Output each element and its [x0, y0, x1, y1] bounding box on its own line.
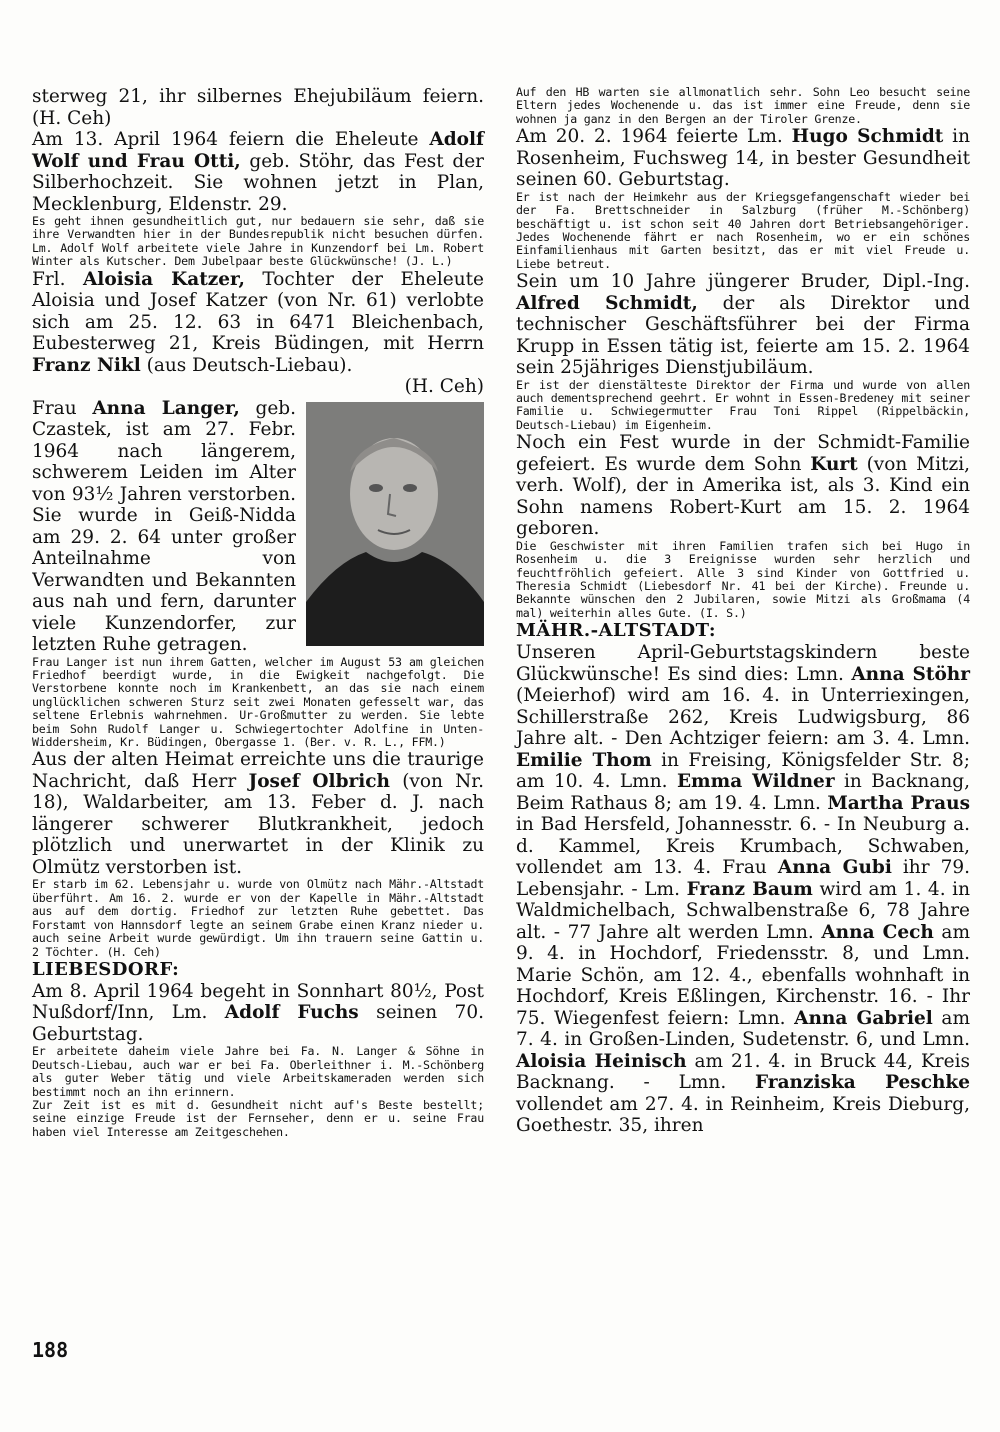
- portrait-photo: [306, 402, 484, 646]
- paragraph: Unseren April-Geburtstagskindern beste Glückwünsche! Es sind dies: Lmn. Anna Stöhr (Meierhof) wird am 16. 4. in Unterriexingen, Schillerstraße 262, Kreis Ludwigsburg, 86 Jahre alt. - Den Achtziger feiern: am 3. 4. Lmn. Emilie Thom in Freising, Königsfelder Str. 8; am 10. 4. Lmn. Emma Wildner in Backnang, Beim Rathaus 8; am 19. 4. Lmn. Martha Praus in Bad Hersfeld, Johannesstr. 6. - In Neuburg a. d. Kammel, Kreis Krumbach, Schwaben, vollendet am 13. 4. Frau Anna Gubi ihr 79. Lebensjahr. - Lm. Franz Baum wird am 1. 4. in Waldmichelbach, Schwalbenstraße 6, 78 Jahre alt. - 77 Jahre alt werden Lmn. Anna Cech am 9. 4. in Hochdorf, Friedensstr. 8, und Lmn. Marie Schön, am 12. 4., ebenfalls wohnhaft in Hochdorf, Kreis Eßlingen, Kirchenstr. 16. - Ihr 75. Wiegenfest feiern: Lmn. Anna Gabriel am 7. 4. in Großen-Linden, Sudetenstr. 6, und Lmn. Aloisia Heinisch am 21. 4. in Bruck 44, Kreis Backnang. - Lmn. Franziska Peschke vollendet am 27. 4. in Reinheim, Kreis Dieburg, Goethestr. 35, ihren: [516, 642, 971, 1137]
- person-name: Franziska Peschke: [755, 1072, 971, 1094]
- section-heading-maehr-altstadt: MÄHR.-ALTSTADT:: [516, 620, 717, 642]
- person-name: Franz Nikl: [32, 354, 141, 376]
- person-name: Martha Praus: [827, 792, 971, 814]
- paragraph: Am 20. 2. 1964 feierte Lm. Hugo Schmidt in Rosenheim, Fuchsweg 14, in bester Gesundheit seinen 60. Geburtstag.: [516, 126, 970, 191]
- person-name: Josef Olbrich: [248, 770, 390, 792]
- portrait-elderly-woman-icon: [306, 402, 484, 646]
- person-name: Kurt: [810, 453, 858, 475]
- person-name: Hugo Schmidt: [791, 126, 944, 148]
- person-name: Aloisia Heinisch: [516, 1050, 687, 1072]
- signature: (H. Ceh): [404, 376, 484, 398]
- person-name: Alfred Schmidt,: [516, 292, 698, 314]
- obituary-block: [32, 398, 484, 656]
- small-print-paragraph: Er ist nach der Heimkehr aus der Kriegsgefangenschaft wieder bei der Fa. Brettschneider in Salzburg (früher M.-Schönberg) beschäftigt u. ist schon seit 40 Jahren dort Betriebsangehöriger. Jedes Wochenende fährt er nach Rosenheim, wo er ein schönes Einfamilienhaus mit Garten besitzt, das er mit viel Freude u. Liebe betreut.: [516, 189, 970, 271]
- small-print-paragraph: Frau Langer ist nun ihrem Gatten, welcher im August 53 am gleichen Friedhof beerdigt wurde, in die Ewigkeit nachgefolgt. Die Verstorbene konnte noch im Krankenbett, an das sie nach einem unglücklichen schweren Sturz seit zwei Monaten gefesselt war, das seltene Erlebnis wahrnehmen. Ur-Großmutter zu werden. Sie lebte beim Sohn Rudolf Langer u. Schwiegertochter Adolfine in Unten-Widdersheim, Kr. Büdingen, Obergasse 1. (Ber. v. R. L., FFM.): [32, 654, 484, 750]
- section-heading-liebesdorf: LIEBESDORF:: [32, 958, 180, 980]
- person-name: Anna Stöhr: [851, 663, 970, 685]
- small-print-paragraph: Zur Zeit ist es mit d. Gesundheit nicht auf's Beste bestellt; seine einzige Freude ist der Fernseher, denn er u. seine Frau haben viel Interesse am Zeitgeschehen.: [32, 1098, 484, 1139]
- person-name: Emma Wildner: [676, 771, 835, 793]
- person-name: Aloisia Katzer,: [82, 268, 245, 290]
- small-print-paragraph: Er arbeitete daheim viele Jahre bei Fa. N. Langer & Söhne in Deutsch-Liebau, auch war er bei Fa. Oberleithner i. M.-Schönberg als guter Weber tätig und viele Arbeitskameraden werden sich bestimmt noch an ihn erinnern.: [32, 1044, 484, 1099]
- small-print-paragraph: Auf den HB warten sie allmonatlich sehr. Sohn Leo besucht seine Eltern jedes Wochenende u. das ist immer eine Freude, denn sie wohnen ja ganz in den Bergen an der Tiroler Grenze.: [516, 85, 970, 126]
- person-name: Anna Cech: [821, 921, 934, 943]
- paragraph: Sein um 10 Jahre jüngerer Bruder, Dipl.-Ing. Alfred Schmidt, der als Direktor und technischer Geschäftsführer bei der Firma Krupp in Essen tätig ist, feierte am 15. 2. 1964 sein 25jähriges Dienstjubiläum.: [516, 271, 970, 379]
- person-name: Anna Langer,: [92, 397, 240, 419]
- person-name: Adolf Fuchs: [224, 1002, 359, 1024]
- person-name: Adolf Wolf und Frau Otti,: [32, 129, 484, 172]
- small-print-paragraph: Es geht ihnen gesundheitlich gut, nur bedauern sie sehr, daß sie ihre Verwandten hier in der Bundesrepublik nicht besuchen dürfen. Lm. Adolf Wolf arbeitete viele Jahre in Kunzendorf bei Lm. Robert Winter als Kutscher. Dem Jubelpaar beste Glückwünsche! (J. L.): [32, 214, 484, 269]
- paragraph: Frl. Aloisia Katzer, Tochter der Eheleute Aloisia und Josef Katzer (von Nr. 61) verlobte sich am 25. 12. 63 in 6471 Bleichenbach, Eubesterweg 21, Kreis Büdingen, mit Herrn Franz Nikl (aus Deutsch-Liebau).: [32, 268, 484, 376]
- right-column: [516, 86, 970, 1137]
- paragraph: Aus der alten Heimat erreichte uns die traurige Nachricht, daß Herr Josef Olbrich (von Nr. 18), Waldarbeiter, am 13. Feber d. J. nach längerer schwerer Blutkrankheit, jedoch plötzlich und unerwartet in der Klinik zu Olmütz verstorben ist.: [32, 749, 484, 878]
- paragraph: Noch ein Fest wurde in der Schmidt-Familie gefeiert. Es wurde dem Sohn Kurt (von Mitzi, verh. Wolf), der in Amerika ist, als 3. Kind ein Sohn namens Robert-Kurt am 15. 2. 1964 geboren.: [516, 432, 970, 540]
- paragraph: Frau Anna Langer, geb. Czastek, ist am 27. Febr. 1964 nach längerem, schwerem Leiden im Alter von 93½ Jahren verstorben. Sie wurde in Geiß-Nidda am 29. 2. 64 unter großer Anteilnahme von Verwandten und Bekannten aus nah und fern, darunter viele Kunzendorfer, zur letzten Ruhe getragen.: [32, 397, 296, 656]
- paragraph: sterweg 21, ihr silbernes Ehejubiläum feiern. (H. Ceh): [32, 86, 484, 129]
- left-column: [32, 86, 484, 1139]
- person-name: Emilie Thom: [516, 749, 652, 771]
- paragraph: Am 13. April 1964 feiern die Eheleute Adolf Wolf und Frau Otti, geb. Stöhr, das Fest der Silberhochzeit. Sie wohnen jetzt in Plan, Mecklenburg, Eldenstr. 29.: [32, 129, 484, 215]
- paragraph: Am 8. April 1964 begeht in Sonnhart 80½, Post Nußdorf/Inn, Lm. Adolf Fuchs seinen 70. Geburtstag.: [32, 980, 484, 1045]
- small-print-paragraph: Er ist der dienstälteste Direktor der Firma und wurde von allen auch dementsprechend geehrt. Er wohnt in Essen-Bredeney mit seiner Familie u. Schwiegermutter Frau Toni Rippel (Rippelbäckin, Deutsch-Liebau) im Eigenheim.: [516, 377, 970, 432]
- small-print-paragraph: Die Geschwister mit ihren Familien trafen sich bei Hugo in Rosenheim u. die 3 Ereignisse wurden sehr herzlich und feuchtfröhlich gefeiert. Alle 3 sind Kinder von Gottfried u. Theresia Schmidt (Liebesdorf Nr. 41 bei der Kirche). Freunde u. Bekannte wünschen den 2 Jubilaren, sowie Mitzi als Großmama (4 mal) weiterhin alles Gute. (I. S.): [516, 538, 970, 620]
- person-name: Anna Gabriel: [794, 1007, 933, 1029]
- person-name: Franz Baum: [686, 878, 813, 900]
- page-number: 188: [32, 1338, 69, 1362]
- person-name: Anna Gubi: [777, 857, 892, 879]
- small-print-paragraph: Er starb im 62. Lebensjahr u. wurde von Olmütz nach Mähr.-Altstadt überführt. Am 16. 2. wurde er von der Kapelle in Mähr.-Altstadt aus auf dem dortig. Friedhof zur letzten Ruhe gebettet. Das Forstamt von Hannsdorf legte an seinem Grabe einen Kranz nieder u. auch seine Arbeit wurde gewürdigt. Um ihn trauern seine Gattin u. 2 Töchter. (H. Ceh): [32, 877, 484, 959]
